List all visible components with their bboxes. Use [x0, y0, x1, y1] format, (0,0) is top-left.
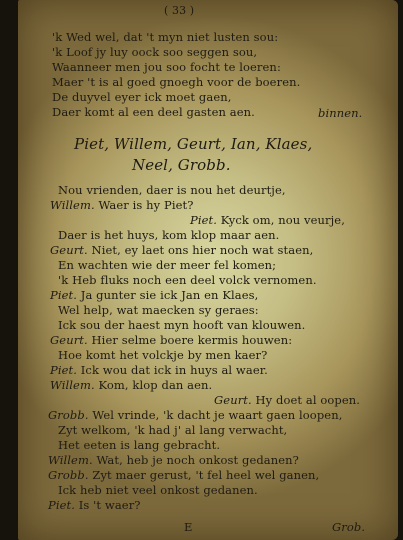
dialogue-line: Grobb. Wel vrinde, 'k dacht je waart gaen loopen,: [48, 408, 343, 422]
dialogue-line: 'k Heb fluks noch een deel volck vernomen.: [58, 273, 317, 287]
speaker-name: Piet.: [50, 363, 77, 377]
dialogue-line: Willem. Kom, klop dan aen.: [50, 378, 213, 392]
stage-direction: binnen.: [318, 106, 363, 120]
verse-line: 'k Wed wel, dat 't myn niet lusten sou:: [52, 30, 279, 44]
speaker-name: Geurt.: [214, 393, 252, 407]
dialogue-line: Wel help, wat maecken sy geraes:: [58, 303, 259, 317]
dialogue-line: Piet. Is 't waer?: [48, 498, 141, 512]
verse-line: Maer 't is al goed gnoegh voor de boeren.: [52, 75, 301, 89]
speaker-name: Willem.: [50, 378, 95, 392]
scene-heading: Piet, Willem, Geurt, Ian, Klaes,: [74, 135, 313, 153]
dialogue-line: Geurt. Niet, ey laet ons hier noch wat staen,: [50, 243, 314, 257]
speaker-name: Piet.: [50, 288, 77, 302]
dialogue-line: En wachten wie der meer fel komen;: [58, 258, 277, 272]
speaker-name: Willem.: [48, 453, 93, 467]
speaker-name: Grobb.: [48, 408, 89, 422]
speaker-name: Willem.: [50, 198, 95, 212]
speaker-name: Piet.: [48, 498, 75, 512]
catchword: Grob.: [332, 520, 366, 534]
scene-heading: Neel, Grobb.: [132, 156, 231, 174]
dialogue-line: Ick sou der haest myn hooft van klouwen.: [58, 318, 306, 332]
verse-line: Daer komt al een deel gasten aen.: [52, 105, 255, 119]
page-number: ( 33 ): [164, 4, 195, 17]
book-page: [18, 0, 398, 540]
dialogue-line: Willem. Wat, heb je noch onkost gedanen?: [48, 453, 299, 467]
signature-mark: E: [184, 520, 193, 534]
dialogue-line: Geurt. Hier selme boere kermis houwen:: [50, 333, 293, 347]
dialogue-line: Willem. Waer is hy Piet?: [50, 198, 194, 212]
dialogue-line: Het eeten is lang gebracht.: [58, 438, 221, 452]
speaker-name: Geurt.: [50, 333, 88, 347]
verse-line: 'k Loof jy luy oock soo seggen sou,: [52, 45, 258, 59]
speaker-name: Grobb.: [48, 468, 89, 482]
dialogue-line: Geurt. Hy doet al oopen.: [214, 393, 361, 407]
verse-line: Waanneer men jou soo focht te loeren:: [52, 60, 281, 74]
dialogue-line: Piet. Ick wou dat ick in huys al waer.: [50, 363, 268, 377]
dialogue-line: Hoe komt het volckje by men kaer?: [58, 348, 268, 362]
dialogue-line: Ick heb niet veel onkost gedanen.: [58, 483, 258, 497]
dialogue-line: Nou vrienden, daer is nou het deurtje,: [58, 183, 286, 197]
speaker-name: Geurt.: [50, 243, 88, 257]
dialogue-line: Piet. Kyck om, nou veurje,: [190, 213, 345, 227]
dialogue-line: Grobb. Zyt maer gerust, 't fel heel wel ganen,: [48, 468, 320, 482]
dialogue-line: Piet. Ja gunter sie ick Jan en Klaes,: [50, 288, 259, 302]
dialogue-line: Daer is het huys, kom klop maar aen.: [58, 228, 280, 242]
verse-line: De duyvel eyer ick moet gaen,: [52, 90, 232, 104]
speaker-name: Piet.: [190, 213, 217, 227]
dialogue-line: Zyt welkom, 'k had j' al lang verwacht,: [58, 423, 288, 437]
